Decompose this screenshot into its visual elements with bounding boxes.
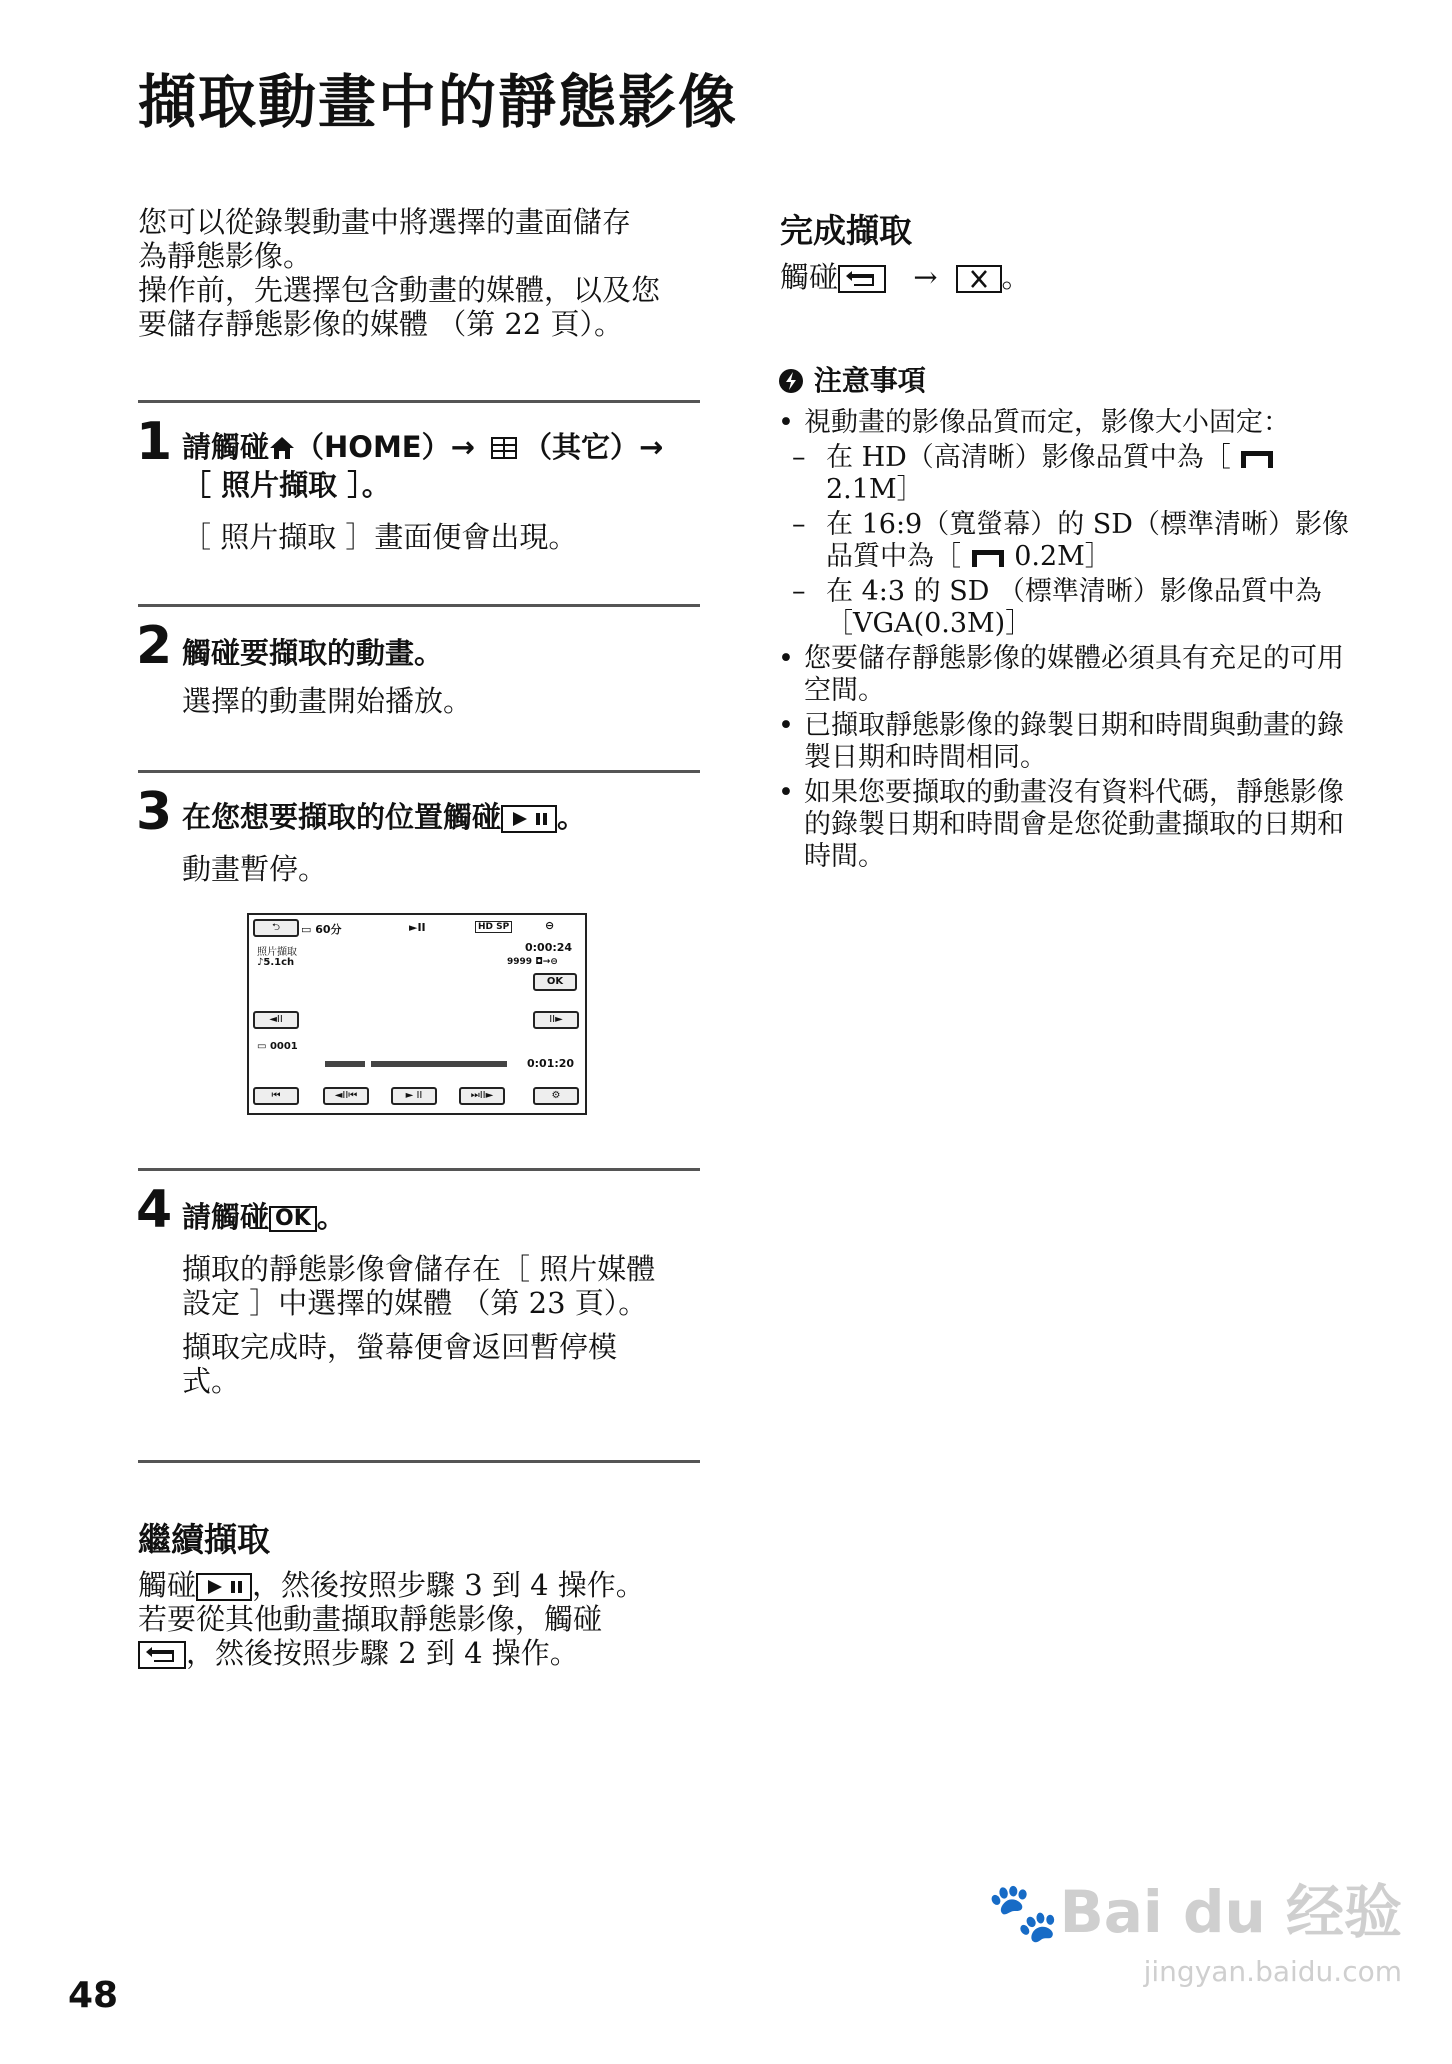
fast-forward-button: ⏭II► [459,1087,505,1105]
slow-rewind-button: ◄II⏮ [323,1087,369,1105]
page-title: 擷取動畫中的靜態影像 [138,68,739,136]
screen-play-pause-button: ► II [391,1087,437,1105]
battery-indicator [301,921,342,937]
return-icon [138,1641,186,1669]
progress-bar-remaining [371,1061,507,1067]
continue-text [138,1568,708,1670]
step-3-result: 動畫暫停。 [182,852,328,886]
other-menu-icon [485,430,523,464]
page-number: 48 [68,1975,119,2016]
step-4-result [182,1252,702,1398]
ok-icon: OK [269,1206,317,1232]
camera-screen [247,913,587,1115]
step-4-instruction [182,1198,702,1236]
text: 已擷取靜態影像的錄製日期和時間與動畫的錄製日期和時間相同。 [804,710,1344,773]
note-item: • 您要儲存靜態影像的媒體必須具有充足的可用空間。 [778,643,1344,706]
text: 觸碰 [138,1568,197,1602]
notes-heading [778,365,1353,397]
intro-line: 要儲存靜態影像的媒體 （第 22 頁）。 [138,307,624,341]
close-icon [956,265,1002,293]
text: 在 4:3 的 SD （標準清晰）影像品質中為 [826,576,1322,607]
text: 若要從其他動畫擷取靜態影像，觸碰 [138,1602,603,1636]
watermark-url: jingyan.baidu.com [1143,1955,1402,1988]
text: 如果您要擷取的動畫沒有資料代碼，靜態影像的錄製日期和時間會是您從動畫擷取的日期和時間。 [804,777,1344,872]
play-status: ►II [409,921,426,934]
note-subitem: – 在 4:3 的 SD （標準清晰）影像品質中為 ［VGA(0.3M)］ [792,576,1322,639]
step-text: 擷取的靜態影像會儲存在［ 照片媒體 [182,1252,656,1286]
text: 。 [1001,260,1031,294]
notes-title: 注意事項 [813,364,926,397]
battery-icon: ▭ [301,923,312,936]
text: 視動畫的影像品質而定，影像大小固定： [804,407,1290,438]
intro-line: 您可以從錄製動畫中將選擇的畫面儲存 [138,205,632,239]
film-icon: ▭ [257,1041,267,1052]
step-1-result: ［ 照片擷取 ］畫面便會出現。 [182,520,578,554]
step-number: 3 [136,782,173,842]
divider [138,604,700,607]
rewind-button: ⏮ [253,1087,299,1105]
screen-label: 照片擷取 [257,947,297,958]
text: 品質中為［ [826,541,961,572]
progress-bar-played [325,1061,365,1067]
text: 在 16:9（寬螢幕）的 SD（標準清晰）影像 [826,509,1349,540]
image-size-icon [970,541,1006,572]
step-text: （HOME）→ [295,430,475,464]
note-item: • 已擷取靜態影像的錄製日期和時間與動畫的錄製日期和時間相同。 [778,710,1344,773]
battery-text: 60分 [315,923,342,936]
step-2-instruction: 觸碰要擷取的動畫。 [182,636,444,670]
option-button: ⚙ [533,1087,579,1105]
return-button: ⮌ [253,919,299,937]
next-frame-button: II► [533,1011,579,1029]
step-text: ［ 照片擷取 ］。 [182,468,391,502]
divider [138,1168,700,1171]
step-text: 請觸碰 [182,1200,270,1234]
step-text: 請觸碰 [182,430,270,464]
step-text: （其它）→ [523,430,664,464]
continue-heading: 繼續擷取 [138,1520,270,1559]
image-size-icon [1239,442,1275,473]
finish-heading: 完成擷取 [780,211,912,250]
step-text: 設定 ］中選擇的媒體 （第 23 頁）。 [182,1286,648,1320]
text: 觸碰 [780,260,839,294]
text: ［VGA(0.3M)］ [826,608,1033,639]
step-text: 式。 [182,1364,241,1398]
divider [138,400,700,403]
step-number: 4 [136,1180,173,1240]
divider [138,1460,700,1463]
step-1-instruction [182,428,702,504]
text: 您要儲存靜態影像的媒體必須具有充足的可用空間。 [804,643,1344,706]
intro-line: 操作前，先選擇包含動畫的媒體，以及您 [138,273,661,307]
caution-icon [778,364,804,397]
step-text: 擷取完成時，螢幕便會返回暫停模 [182,1330,618,1364]
text: 在 HD（高清晰）影像品質中為［ [826,442,1231,473]
count-text: 9999 [507,957,533,967]
arrow: → [913,260,938,294]
text: 2.1M］ [826,474,924,505]
step-number: 1 [136,412,173,472]
total-time: 0:01:20 [527,1057,575,1070]
paw-icon: 🐾 [987,1878,1060,1946]
step-number: 2 [136,616,173,676]
frame-text: 0001 [269,1041,298,1052]
camera-icon: ◘→⊖ [535,957,558,967]
photo-count [507,957,558,967]
divider [138,770,700,773]
notes-section [778,365,1353,876]
step-2-result: 選擇的動畫開始播放。 [182,684,473,718]
play-pause-icon [501,805,557,833]
return-icon [838,265,886,293]
text: ，然後按照步驟 2 到 4 操作。 [186,1636,579,1670]
watermark-brand: Bai du 经验 [1059,1878,1402,1946]
step-text: 。 [557,800,587,834]
media-icon: ⊖ [545,919,555,932]
watermark [987,1865,1402,1988]
frame-counter [257,1041,298,1052]
time-counter: 0:00:24 [525,941,573,954]
step-text: 在您想要擷取的位置觸碰 [182,800,502,834]
finish-text [780,260,1031,294]
home-icon [269,430,295,464]
note-subitem: – 在 HD（高清晰）影像品質中為［ 2.1M］ [778,442,1353,506]
step-3-instruction [182,798,702,836]
step-text: 。 [316,1200,346,1234]
note-item: • 視動畫的影像品質而定，影像大小固定： [778,407,1290,438]
note-subitem: – 在 16:9（寬螢幕）的 SD（標準清晰）影像 品質中為［ 0.2M］ [792,509,1349,572]
audio-indicator: ♪5.1ch [257,957,295,968]
play-pause-icon [196,1573,252,1601]
intro-line: 為靜態影像。 [138,239,313,273]
text: 0.2M］ [1014,541,1112,572]
quality-badge: HD SP [475,921,512,933]
prev-frame-button: ◄II [253,1011,299,1029]
note-item: • 如果您要擷取的動畫沒有資料代碼，靜態影像的錄製日期和時間會是您從動畫擷取的日期和時間。 [778,777,1344,872]
ok-button: OK [533,973,577,991]
intro-text [138,205,708,341]
text: ，然後按照步驟 3 到 4 操作。 [252,1568,645,1602]
